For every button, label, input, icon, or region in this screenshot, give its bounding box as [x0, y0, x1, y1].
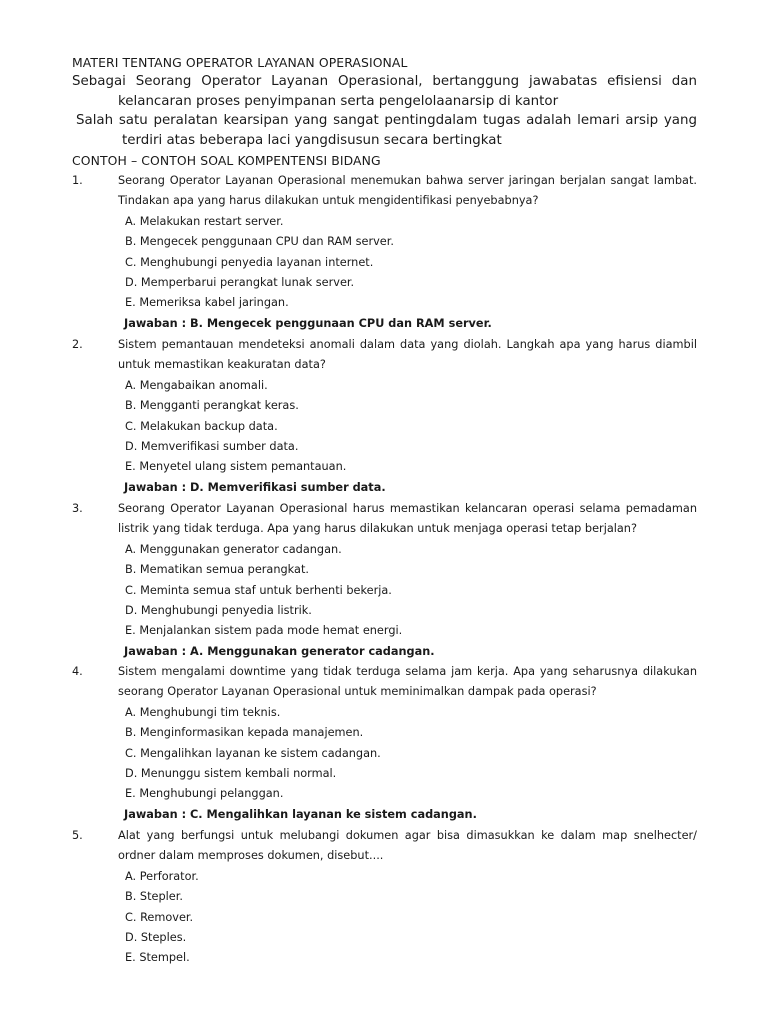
question-item: [72, 826, 697, 969]
question-item: [72, 499, 697, 662]
answer-option: E. Menjalankan sistem pada mode hemat energi.: [125, 624, 403, 638]
question-item: [72, 662, 697, 825]
question-number: 3.: [72, 502, 83, 515]
answer-option: D. Menghubungi penyedia listrik.: [125, 604, 312, 618]
answer-option: B. Mengecek penggunaan CPU dan RAM server.: [125, 235, 394, 249]
answer-option: A. Perforator.: [125, 869, 199, 883]
question-number: 4.: [72, 665, 83, 678]
answer-option: D. Steples.: [125, 931, 187, 945]
question-item: [72, 335, 697, 498]
answer-option: B. Stepler.: [125, 890, 183, 904]
answer-option: A. Menggunakan generator cadangan.: [125, 542, 342, 556]
answer-option: A. Menghubungi tim teknis.: [125, 705, 281, 719]
question-number: 5.: [72, 829, 83, 842]
answer-option: C. Mengalihkan layanan ke sistem cadangan.: [125, 746, 381, 760]
question-text: Sistem pemantauan mendeteksi anomali dalam data yang diolah. Langkah apa yang harus diambil untuk memastikan keakuratan data?: [118, 338, 697, 372]
answer-key: Jawaban : B. Mengecek penggunaan CPU dan RAM server.: [124, 316, 492, 330]
answer-option: D. Memverifikasi sumber data.: [125, 440, 299, 454]
answer-option: A. Mengabaikan anomali.: [125, 378, 268, 392]
answer-option: E. Menyetel ulang sistem pemantauan.: [125, 460, 347, 474]
answer-key: Jawaban : A. Menggunakan generator cadangan.: [124, 644, 435, 658]
answer-option: C. Melakukan backup data.: [125, 419, 278, 433]
question-item: [72, 171, 697, 334]
answer-key: Jawaban : D. Memverifikasi sumber data.: [124, 480, 386, 494]
page-title: MATERI TENTANG OPERATOR LAYANAN OPERASIONAL: [72, 55, 408, 70]
answer-option: C. Meminta semua staf untuk berhenti bekerja.: [125, 583, 392, 597]
answer-option: B. Mengganti perangkat keras.: [125, 399, 299, 413]
answer-option: C. Remover.: [125, 910, 194, 924]
answer-option: A. Melakukan restart server.: [125, 214, 284, 228]
answer-option: E. Memeriksa kabel jaringan.: [125, 296, 289, 310]
answer-option: B. Menginformasikan kepada manajemen.: [125, 726, 364, 740]
section-heading: CONTOH – CONTOH SOAL KOMPENTENSI BIDANG: [72, 153, 381, 168]
question-number: 2.: [72, 338, 83, 351]
question-text: Seorang Operator Layanan Operasional harus memastikan kelancaran operasi selama pemadaman listrik yang tidak terduga. Apa yang harus dilakukan untuk menjaga operasi tetap berjalan?: [118, 502, 697, 536]
answer-option: E. Menghubungi pelanggan.: [125, 787, 284, 801]
answer-option: E. Stempel.: [125, 951, 190, 965]
intro-paragraph: Salah satu peralatan kearsipan yang sangat pentingdalam tugas adalah lemari arsip yang terdiri atas beberapa laci yangdisusun secara bertingkat: [76, 113, 697, 148]
question-text: Sistem mengalami downtime yang tidak terduga selama jam kerja. Apa yang seharusnya dilakukan seorang Operator Layanan Operasional untuk meminimalkan dampak pada operasi?: [118, 665, 697, 699]
answer-option: B. Mematikan semua perangkat.: [125, 563, 309, 577]
answer-option: D. Menunggu sistem kembali normal.: [125, 767, 337, 781]
answer-key: Jawaban : C. Mengalihkan layanan ke sistem cadangan.: [124, 807, 477, 821]
answer-option: C. Menghubungi penyedia layanan internet.: [125, 255, 374, 269]
intro-block: [72, 72, 697, 150]
answer-option: D. Memperbarui perangkat lunak server.: [125, 276, 355, 290]
question-text: Seorang Operator Layanan Operasional menemukan bahwa server jaringan berjalan sangat lambat. Tindakan apa yang harus dilakukan untuk mengidentifikasi penyebabnya?: [118, 174, 697, 208]
intro-paragraph: Sebagai Seorang Operator Layanan Operasional, bertanggung jawabatas efisiensi dan kelancaran proses penyimpanan serta pengelolaanarsip di kantor: [72, 74, 697, 109]
question-text: Alat yang berfungsi untuk melubangi dokumen agar bisa dimasukkan ke dalam map snelhecter/ ordner dalam memproses dokumen, disebut....: [118, 829, 697, 863]
question-number: 1.: [72, 174, 83, 187]
